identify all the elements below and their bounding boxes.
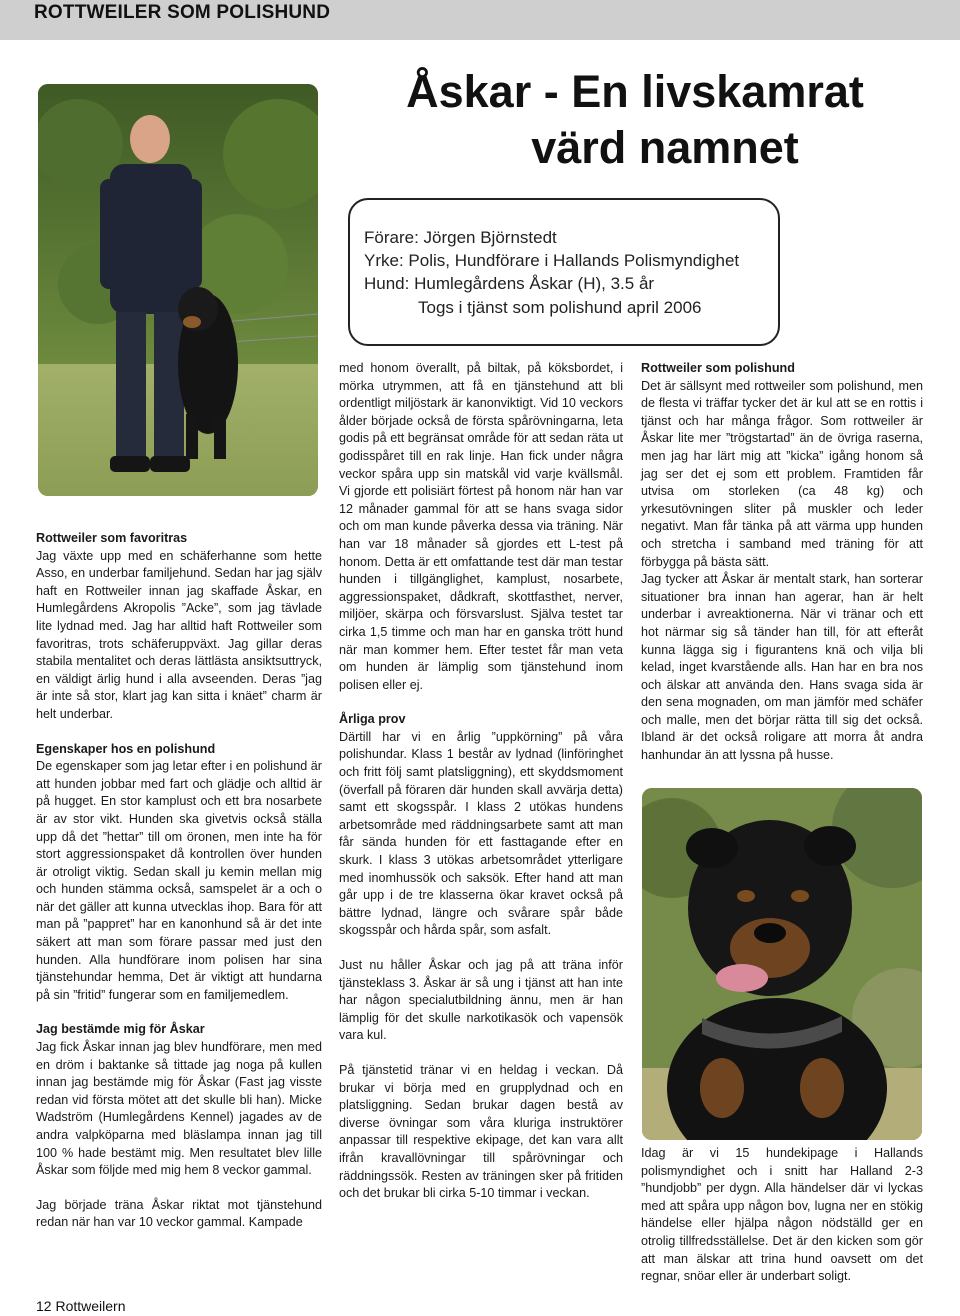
page-number: 12	[36, 1298, 52, 1314]
paragraph: Det är sällsynt med rottweiler som polishund, men de flesta vi träffar tycker det är kul att se en rottis i tjänst och har många frågor. Som rottweiler är Åskar lite mer ”trögstartad” än de övriga raserna, men jag har lärt mig att ”kicka” igång honom så jag ser det ej som ett problem. Framtiden får utvisa om storleken (ca 48 kg) och yrkesutövningen sliter på muskler och leder negativt. Man får tänka på att värma upp hunden och stretcha i samband med träning för att förbygga på bästa sätt.	[641, 378, 923, 569]
info-occupation: Yrke: Polis, Hundförare i Hallands Polismyndighet	[364, 251, 740, 270]
subheading-favorite-breed: Rottweiler som favoritras	[36, 531, 188, 545]
paragraph: Jag tycker att Åskar är mentalt stark, han sorterar situationer bra innan han agerar, han är helt underbar i avreaktionerna. När vi tränar och ett hot närmar sig så tänder han till, för att efteråt kunna lägga sig i figurantens knä och vilja bli kelad, inget kvarstående alls. Han har en bra nos och älskar att använda den. Hans svaga sida är den sena mognaden, om man jämför med schäfer och malle, men det börjar rätta till sig det också. Ibland är det också roligare att morra åt andra hanhundar än att lyssna på husse.	[641, 572, 923, 763]
article-column-1	[36, 530, 322, 1232]
article-column-3-bottom	[641, 1145, 923, 1286]
section-title: ROTTWEILER SOM POLISHUND	[34, 2, 331, 23]
paragraph: Just nu håller Åskar och jag på att träna inför tjänsteklass 3. Åskar är så ung i tjänst att han inte har någon specialutbildning ännu, men är han lämplig för det skulle narkotikasök och vapensök vara kul.	[339, 958, 623, 1043]
subheading-annual-tests: Årliga prov	[339, 712, 406, 727]
info-box	[348, 198, 780, 346]
info-dog: Hund: Humlegårdens Åskar (H), 3.5 år	[364, 274, 655, 293]
article-column-2	[339, 360, 623, 1203]
paragraph: Idag är vi 15 hundekipage i Hallands polismyndighet och i snitt har Halland 2-3 ”hundjobb” per dygn. Alla händelser där vi lyckas med att spåra upp någon bov, lugna ner en stökig händelse eller hjälpa någon nödställd ger en otrolig tillfredsställelse. Det är den kicken som gör att man älskar att trina hund oavsett om det regnar, snöar eller är underbart soligt.	[641, 1146, 923, 1284]
paragraph: Därtill har vi en årlig ”uppkörning” på våra polishundar. Klass 1 består av lydnad (linföringhet och fritt följ samt platsliggning), ett skyddsmoment (överfall på föraren där hunden skall avvärja detta) samt ett skogsspår. I klass 2 utökas hundens arbetsområde med räddningsarbete samt att man får sända hunden för ett fasttagande efter en skurk. I klass 3 utökas arbetsområdet ytterligare med inomhussök och saksök. Efter hand att man går upp i de tre klasserna ökar kravet också på bättre lydnad, längre och svårare spår både skogsspår och hårda spår, som asfalt.	[339, 729, 623, 938]
photo-officer-illustration	[38, 84, 318, 496]
photo-dog-illustration	[642, 788, 922, 1140]
article-column-3	[641, 360, 923, 765]
page-footer	[36, 1298, 126, 1314]
subheading-police-dog-traits: Egenskaper hos en polishund	[36, 741, 216, 756]
paragraph: På tjänstetid tränar vi en heldag i veckan. Då brukar vi börja med en grupplydnad och en platsliggning. Sedan brukar dagen bestå av diverse övningar som våra kluriga instruktörer anpassar till respektive ekipage, det kan vara allt ifrån kravallövningar till spårövningar och räddningssök. Resten av träningen sker på fritiden och det brukar bli cirka 5-10 timmar i veckan.	[339, 1062, 623, 1201]
paragraph: De egenskaper som jag letar efter i en polishund är att hunden jobbar med fart och glädje och alltid är på hugget. En stor kamplust och ett bra nosarbete är av stor vikt. Hunden ska givetvis också ställa upp då det ”hettar” till om öronen, men inte ha för stort aggressionspaket då kontrollen över hunden är otroligt viktig. Sedan skall ju kemin mellan mig och hunden stämma också, samspelet är a och o när det gäller att kunna utvecklas ihop. Bara för att man på ”pappret” har en kanonhund så är det inte säkert att man som förare passar med just den hunden. Alla hundförare inom polisen har sina tjänstehundar hemma, Det är viktigt att hundarna på sin ”fritid” fungerar som en familjemedlem.	[36, 759, 322, 1002]
paragraph: Jag växte upp med en schäferhanne som hette Asso, en underbar familjehund. Sedan har jag själv haft en Rottweiler innan jag skaffade Åskar, en Humlegårdens Akropolis ”Acke”, som jag tävlade lite lydnad med. Jag har alltid haft Rottweiler som favoritras, trots schäferuppväxt. Jag gillar deras stabila mentalitet och deras lättlästa ansiktsuttryck, en väldigt ärlig hund i alla avseenden. Deras ”jag är inte så stor, klart jag kan sitta i knäet” charm är helt underbar.	[36, 548, 322, 721]
photo-officer-with-dog	[38, 84, 318, 496]
subheading-choosing-askar: Jag bestämde mig för Åskar	[36, 1022, 205, 1037]
info-service: Togs i tjänst som polishund april 2006	[418, 298, 702, 317]
paragraph: med honom överallt, på biltak, på köksbordet, i mörka utrymmen, att få en tjänstehund att bli ordentligt miljöstark är kanonviktigt. Vid 10 veckors ålder började också de första spårövningarna, leta godis på ett begränsat område för att sedan räta ut godisspåret till en rak linje. Han fick under några veckor spåra upp sin matskål vid varje kvällsmål. Vi gjorde ett polisiärt förtest på honom när han var 12 månader gammal för att se hans svaga sidor och om man kunde påverka dessa via träning. När han var 18 månader så gjordes ett L-test på honom. Detta är ett omfattande test där man testar hunden i tillgänglighet, kamplust, nosarbete, aggressionspaket, dådkraft, skottfasthet, nerver, miljöer, skärpa och försvarslust. Själva testet tar cirka 1,5 timme och man har en ganska trött hund när man kommer hem. Efter testet får man veta om hunden är lämplig som tjänstehund inom polisen eller ej.	[339, 361, 623, 692]
article-title	[370, 64, 900, 176]
paragraph: Jag fick Åskar innan jag blev hundförare, men med en dröm i baktanke så tittade jag noga på kullen innan jag bestämde mig för Åskar (Fast jag visste redan vid första mötet att det skulle bli han). Micke Wadström (Humlegårdens Kennel) jagades av de andra valpköparna med bläslampa innan jag till 100 % hade bestämt mig. Men resultatet blev lille Åskar som följde med mig hem 8 veckor gammal.	[36, 1040, 322, 1178]
magazine-name: Rottweilern	[55, 1298, 126, 1314]
info-handler: Förare: Jörgen Björnstedt	[364, 228, 557, 247]
article-title-line2: värd namnet	[531, 122, 799, 173]
article-title-line1: Åskar - En livskamrat	[406, 66, 864, 117]
photo-rottweiler-portrait	[642, 788, 922, 1140]
subheading-rottweiler-police: Rottweiler som polishund	[641, 361, 795, 375]
section-header-bar	[0, 0, 960, 40]
paragraph: Jag började träna Åskar riktat mot tjänstehund redan när han var 10 veckor gammal. Kampade	[36, 1197, 322, 1230]
